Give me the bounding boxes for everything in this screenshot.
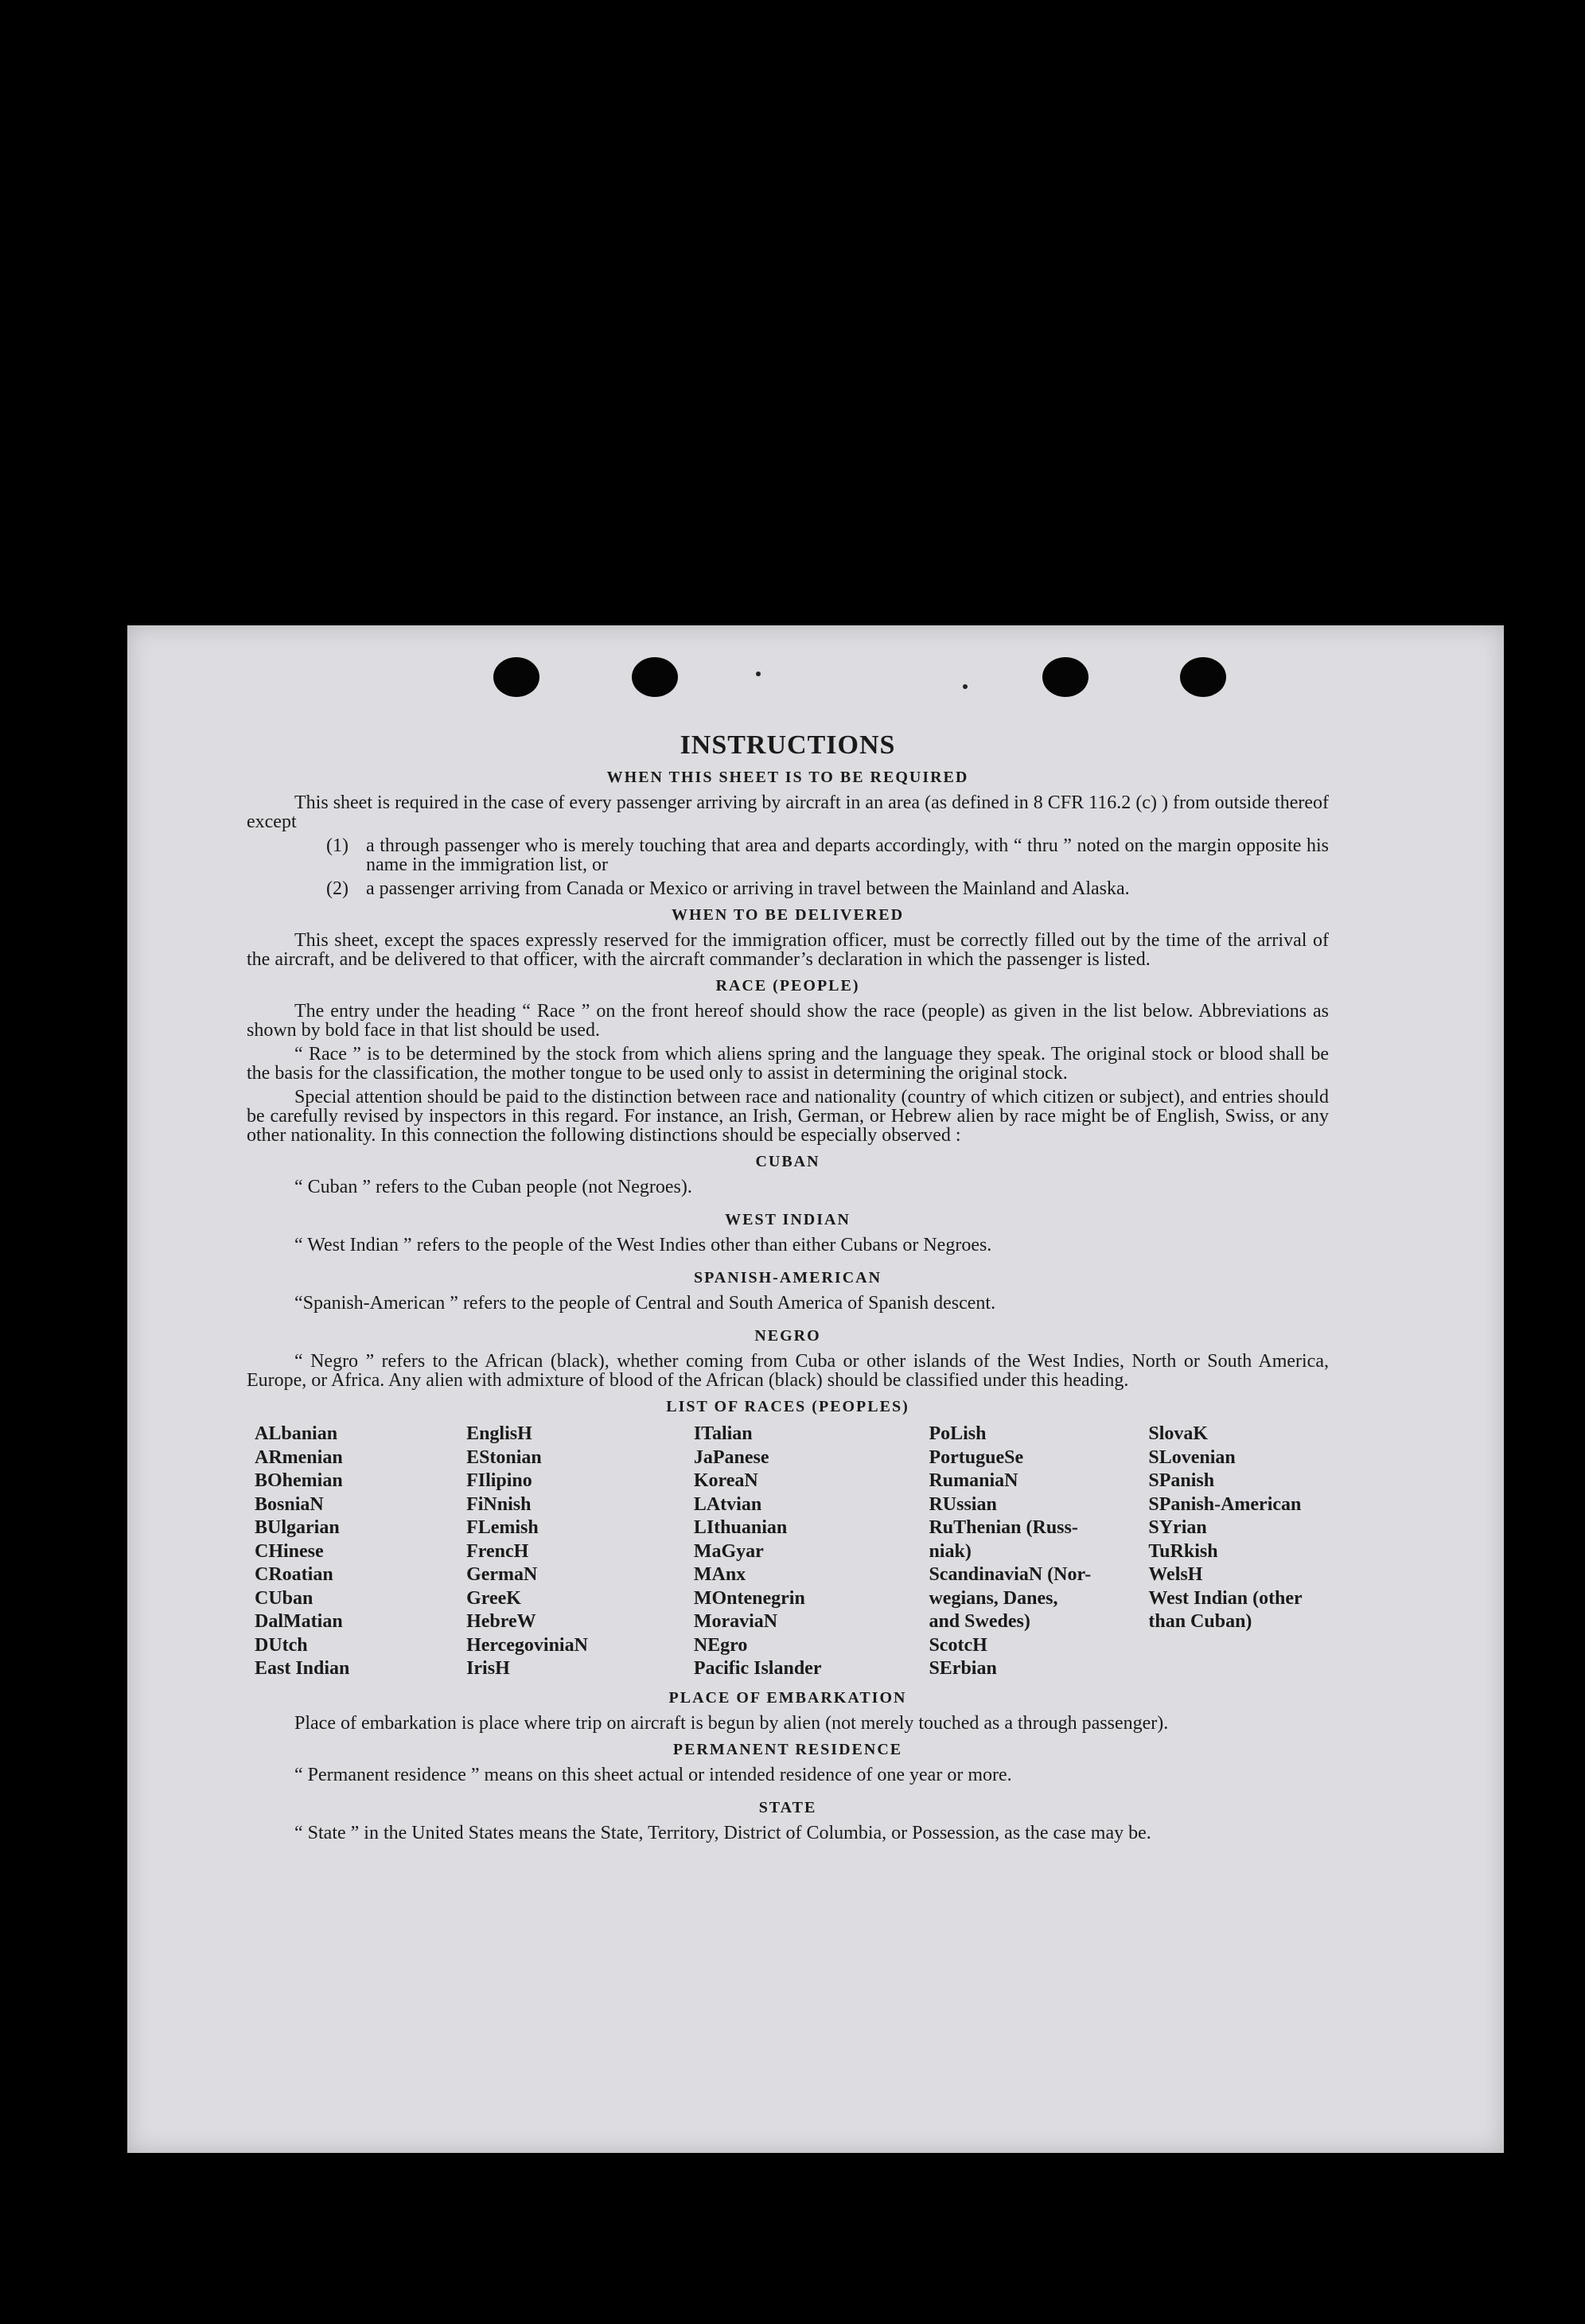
- state-definition: “ State ” in the United States means the State, Territory, District of Columbia, or Possession, as the case may be.: [294, 1822, 1151, 1843]
- paper-speck: [756, 672, 761, 676]
- section-heading-spanish-american: SPANISH-AMERICAN: [693, 1269, 882, 1287]
- section-heading-when-required: WHEN THIS SHEET IS TO BE REQUIRED: [606, 769, 969, 786]
- race-entry: BosniaN: [255, 1493, 324, 1515]
- section-heading-cuban: CUBAN: [755, 1153, 820, 1170]
- list-item-number: (2): [326, 878, 349, 899]
- race-entry: FIlipino: [466, 1470, 532, 1491]
- race-entry: BUlgarian: [255, 1517, 340, 1538]
- punch-hole: [1042, 657, 1088, 697]
- races-column: [694, 1423, 929, 1681]
- race-entry: SLovenian: [1148, 1446, 1236, 1468]
- race-entry: PortugueSe: [929, 1446, 1024, 1468]
- race-entry: ScandinaviaN (Nor- wegians, Danes, and Swedes): [929, 1564, 1092, 1632]
- section-heading-embarkation: PLACE OF EMBARKATION: [668, 1688, 907, 1707]
- race-entry: SPanish-American: [1148, 1493, 1302, 1515]
- race-entry: LIthuanian: [693, 1517, 788, 1538]
- section-heading-west-indian: WEST INDIAN: [725, 1211, 851, 1228]
- negro-definition: “ Negro ” refers to the African (black), whether coming from Cuba or other islands of the West Indies, North or South America, Europe, or Africa. Any alien with admixture of blood of the African (black) should be classified under this heading.: [247, 1351, 1329, 1391]
- race-entry: NEgro: [693, 1634, 748, 1656]
- race-entry: FLemish: [466, 1517, 539, 1538]
- race-entry: SPanish: [1148, 1470, 1215, 1491]
- race-entry: CHinese: [255, 1540, 324, 1562]
- race-entry: GermaN: [466, 1564, 538, 1585]
- list-item-text: a through passenger who is merely touching that area and departs accordingly, with “ thru ” noted on the margin opposite his name in the immigration list, or: [366, 835, 1329, 875]
- race-entry: DalMatian: [255, 1611, 343, 1632]
- embarkation-definition: Place of embarkation is place where trip on aircraft is begun by alien (not merely touched as a through passenger).: [294, 1712, 1169, 1734]
- race-entry: BOhemian: [255, 1470, 343, 1491]
- race-entry: CRoatian: [255, 1564, 333, 1585]
- race-entry: SlovaK: [1148, 1423, 1209, 1444]
- race-entry: KoreaN: [693, 1470, 758, 1491]
- page-title: INSTRUCTIONS: [680, 730, 896, 760]
- cuban-definition: “ Cuban ” refers to the Cuban people (not Negroes).: [294, 1177, 692, 1197]
- punch-hole: [632, 657, 678, 697]
- list-item-text: a passenger arriving from Canada or Mexico or arriving in travel between the Mainland and Alaska.: [366, 878, 1130, 899]
- race-entry: EnglisH: [466, 1423, 532, 1444]
- races-column: [255, 1423, 466, 1681]
- race-entry: DUtch: [255, 1634, 308, 1656]
- race-entry: MOntenegrin: [693, 1587, 805, 1609]
- race-paragraph: The entry under the heading “ Race ” on the front hereof should show the race (people) as given in the list below. Abbreviations as shown by bold face in that list should be used.: [247, 1001, 1329, 1041]
- race-entry: WelsH: [1148, 1564, 1203, 1585]
- races-list: [255, 1423, 1329, 1681]
- race-entry: ScotcH: [929, 1634, 987, 1656]
- race-entry: East Indian: [255, 1658, 350, 1679]
- race-entry: RumaniaN: [929, 1470, 1018, 1491]
- section-heading-race: RACE (PEOPLE): [715, 977, 860, 995]
- races-column: [1148, 1423, 1329, 1681]
- race-entry: FrencH: [466, 1540, 529, 1562]
- race-entry: MoraviaN: [693, 1611, 778, 1632]
- race-entry: SYrian: [1148, 1517, 1207, 1538]
- race-entry: HercegoviniaN: [466, 1634, 588, 1656]
- when-delivered-text: This sheet, except the spaces expressly reserved for the immigration officer, must be correctly filled out by the time of the arrival of the aircraft, and be delivered to that officer, with the aircraft commander’s declaration in which the passenger is listed.: [247, 930, 1329, 970]
- race-paragraph: Special attention should be paid to the distinction between race and nationality (country of which citizen or subject), and entries should be carefully revised by inspectors in this regard. For instance, an Irish, German, or Hebrew alien by race might be of English, Swiss, or any other nationality. In this connection the following distinctions should be especially observed :: [247, 1087, 1329, 1146]
- race-entry: ALbanian: [255, 1423, 338, 1444]
- instructions-content: [247, 730, 1329, 1847]
- when-required-intro: This sheet is required in the case of every passenger arriving by aircraft in an area (as defined in 8 CFR 116.2 (c) ) from outside thereof except: [247, 792, 1329, 832]
- instruction-sheet: [127, 625, 1504, 2153]
- section-heading-races-list: LIST OF RACES (PEOPLES): [666, 1398, 909, 1415]
- race-entry: CUban: [255, 1587, 313, 1609]
- race-entry: HebreW: [466, 1611, 536, 1632]
- residence-definition: “ Permanent residence ” means on this sheet actual or intended residence of one year or more.: [294, 1764, 1012, 1785]
- section-heading-when-delivered: WHEN TO BE DELIVERED: [671, 906, 905, 924]
- race-paragraph: “ Race ” is to be determined by the stock from which aliens spring and the language they speak. The original stock or blood shall be the basis for the classification, the mother tongue to be used only to assist in determining the original stock.: [247, 1044, 1329, 1084]
- race-entry: EStonian: [466, 1446, 542, 1468]
- race-entry: IrisH: [466, 1658, 510, 1679]
- race-entry: GreeK: [466, 1587, 521, 1609]
- race-entry: JaPanese: [693, 1446, 769, 1468]
- list-item: [326, 836, 1329, 874]
- list-item-number: (1): [326, 835, 349, 856]
- race-entry: RUssian: [929, 1493, 997, 1515]
- spanish-american-definition: “Spanish-American ” refers to the people of Central and South America of Spanish descent.: [294, 1293, 996, 1314]
- race-entry: RuThenian (Russ- niak): [929, 1517, 1078, 1562]
- race-entry: SErbian: [929, 1658, 997, 1679]
- punch-hole: [493, 657, 539, 697]
- race-entry: MaGyar: [693, 1540, 764, 1562]
- section-heading-negro: NEGRO: [754, 1327, 821, 1345]
- race-entry: Pacific Islander: [693, 1658, 822, 1679]
- west-indian-definition: “ West Indian ” refers to the people of the West Indies other than either Cubans or Negroes.: [294, 1235, 992, 1255]
- race-entry: FiNnish: [466, 1493, 532, 1515]
- race-entry: ITalian: [693, 1423, 753, 1444]
- section-heading-state: STATE: [758, 1798, 817, 1816]
- race-entry: MAnx: [693, 1564, 746, 1585]
- race-entry: TuRkish: [1148, 1540, 1218, 1562]
- paper-speck: [963, 684, 968, 689]
- race-entry: West Indian (other than Cuban): [1148, 1587, 1303, 1632]
- list-item: [326, 879, 1329, 898]
- section-heading-residence: PERMANENT RESIDENCE: [672, 1740, 903, 1758]
- race-entry: LAtvian: [693, 1493, 762, 1515]
- races-column: [466, 1423, 694, 1681]
- races-column: [929, 1423, 1148, 1681]
- punch-hole: [1180, 657, 1226, 697]
- race-entry: ARmenian: [255, 1446, 343, 1468]
- race-entry: PoLish: [929, 1423, 987, 1444]
